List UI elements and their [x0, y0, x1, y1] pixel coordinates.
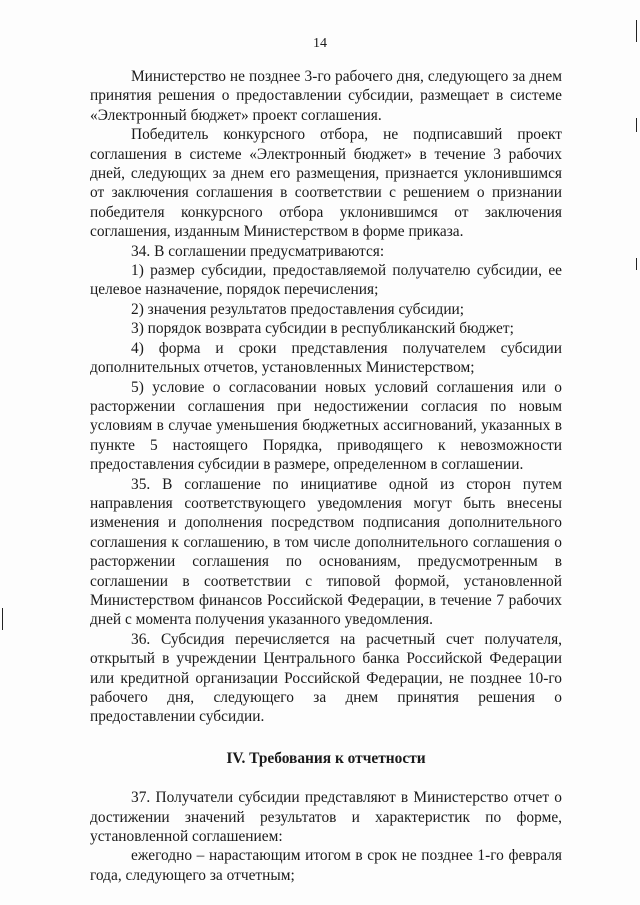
scan-edge-mark — [636, 258, 637, 270]
list-item: 3) порядок возврата субсидии в республиканский бюджет; — [131, 320, 514, 338]
paragraph: 34. В соглашении предусматриваются: — [131, 242, 385, 260]
list-item: 1) размер субсидии, предоставляемой получателю субсидии, ее целевое назначение, порядок перечисления; — [90, 262, 562, 299]
paragraph: 36. Субсидия перечисляется на расчетный счет получателя, открытый в учреждении Центрального банка Российской Федерации или кредитной организации Российской Федерации, не позднее 10-го рабочего дня, следующего за днем принятия решения о предоставлении субсидии. — [90, 630, 562, 726]
list-item: 5) условие о согласовании новых условий соглашения или о расторжении соглашения при недостижении согласия по новым условиям в случае уменьшения бюджетных ассигнований, указанных в пункте 5 настоящего Порядка, приводящего к невозможности предоставления субсидии в размере, определенном в соглашении. — [90, 378, 562, 474]
page-number: 14 — [313, 36, 327, 51]
list-item: 2) значения результатов предоставления субсидии; — [131, 300, 465, 318]
scan-edge-mark — [2, 608, 3, 630]
section-heading: IV. Требования к отчетности — [226, 749, 426, 767]
paragraph: Победитель конкурсного отбора, не подписавший проект соглашения в системе «Электронный бюджет» в течение 3 рабочих дней, следующих за днем его размещения, признается уклонившимся от заключения соглашения в соответствии с решением о признании победителя конкурсного отбора уклонившимся от заключения соглашения, изданным Министерством в форме приказа. — [90, 126, 562, 241]
paragraph: Министерство не позднее 3-го рабочего дня, следующего за днем принятия решения о предоставлении субсидии, размещает в системе «Электронный бюджет» проект соглашения. — [90, 68, 562, 124]
scan-edge-mark — [636, 118, 637, 132]
paragraph: 35. В соглашение по инициативе одной из сторон путем направления соответствующего уведомления могут быть внесены изменения и дополнения посредством подписания дополнительного соглашения к соглашению, в том числе дополнительного соглашения о расторжении соглашения по основаниям, предусмотренным в соглашении в соответствии с типовой формой, установленной Министерством финансов Российской Федерации, в течение 7 рабочих дней с момента получения указанного уведомления. — [90, 475, 562, 629]
scan-edge-mark — [636, 20, 637, 42]
paragraph: ежегодно – нарастающим итогом в срок не позднее 1-го февраля года, следующего за отчетным; — [90, 847, 562, 884]
document-body — [90, 67, 562, 885]
list-item: 4) форма и сроки представления получателем субсидии дополнительных отчетов, установленных Министерством; — [90, 339, 562, 377]
paragraph: 37. Получатели субсидии представляют в Министерство отчет о достижении значений результатов и характеристик по форме, установленной соглашением: — [90, 789, 562, 846]
